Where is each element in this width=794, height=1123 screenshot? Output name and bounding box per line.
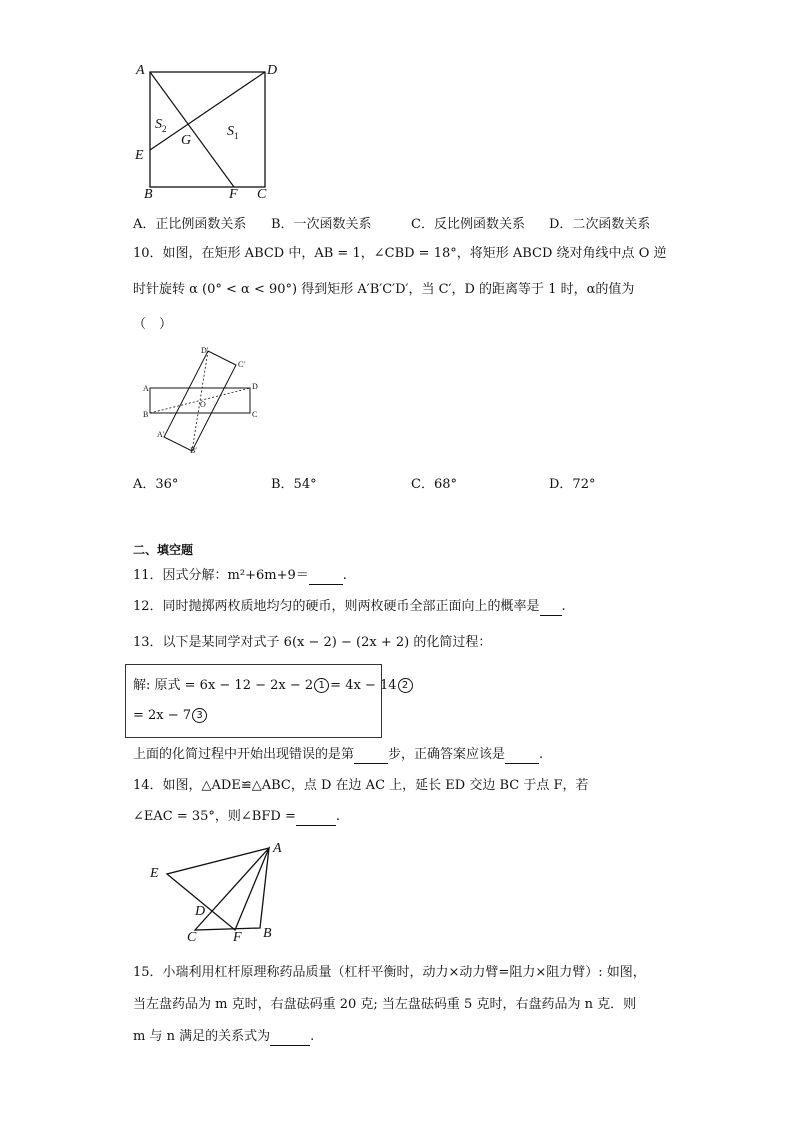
q10-label-A: A	[143, 384, 149, 393]
q10-label-D: D	[252, 382, 258, 391]
q10-line3: （ ）	[133, 317, 173, 332]
label-B: B	[144, 187, 153, 202]
q10-label-B: B	[143, 410, 149, 419]
label-D: D	[267, 63, 278, 78]
label-A: A	[136, 63, 145, 78]
q14-label-A: A	[273, 841, 282, 856]
q13-after: 上面的化简过程中开始出现错误的是第 步，正确答案应该是 .	[133, 747, 544, 762]
q10-line1: 10．如图，在矩形 ABCD 中，AB = 1，∠CBD = 18°，将矩形 ABCD 绕对角线中点 O 逆	[133, 246, 667, 261]
q10-option-d: D．72°	[549, 477, 596, 492]
q15-line3: m 与 n 满足的关系式为 .	[133, 1029, 315, 1044]
q10-line2: 时针旋转 α (0° < α < 90°) 得到矩形 A′B′C′D′，当 C′，D 的距离等于 1 时，α的值为	[133, 282, 635, 297]
solution-box	[125, 664, 382, 738]
label-S2: $S_2$	[155, 117, 167, 134]
label-S1: $S_1$	[227, 124, 239, 141]
q15-line2: 当左盘药品为 m 克时，右盘砝码重 20 克; 当左盘砝码重 5 克时，右盘药品为 n 克．则	[133, 997, 637, 1012]
q10-option-b: B．54°	[271, 477, 317, 492]
q14-label-F: F	[233, 930, 242, 945]
step-1-marker: 1	[314, 678, 329, 693]
step-3-marker: 3	[192, 708, 207, 723]
section-title: 二、填空题	[133, 543, 194, 557]
q14-line1: 14．如图，△ADE≌△ABC，点 D 在边 AC 上，延长 ED 交边 BC 于点 F，若	[133, 778, 589, 793]
q14-line2: ∠EAC = 35°，则∠BFD = .	[133, 809, 340, 824]
q10-label-C: C	[252, 410, 258, 419]
q14-label-E: E	[150, 866, 159, 881]
q14-label-C: C	[187, 930, 197, 945]
q10-label-Ap: A′	[157, 430, 165, 439]
label-E: E	[135, 148, 144, 163]
q10-label-Dp: D′	[201, 346, 209, 355]
q9-option-b: B．一次函数关系	[271, 217, 372, 232]
q10-option-c: C．68°	[411, 477, 457, 492]
q11: 11．因式分解：m²+6m+9＝ .	[133, 568, 347, 583]
q9-option-a: A．正比例函数关系	[133, 217, 247, 232]
q9-option-c: C．反比例函数关系	[411, 217, 525, 232]
q9-option-d: D．二次函数关系	[549, 217, 651, 232]
q15-line1: 15．小瑞利用杠杆原理称药品质量（杠杆平衡时，动力×动力臂=阻力×阻力臂）: 如图，	[133, 965, 646, 980]
q12: 12．同时抛掷两枚质地均匀的硬币，则两枚硬币全部正面向上的概率是 .	[133, 599, 566, 614]
step-2-marker: 2	[398, 678, 413, 693]
label-G: G	[181, 133, 192, 148]
q10-label-Bp: B′	[190, 446, 198, 455]
q10-label-Cp: C′	[238, 360, 246, 369]
q10-option-a: A．36°	[133, 477, 179, 492]
solution-line1: 解: 原式 = 6x − 12 − 2x − 2 1 = 4x − 14 2	[133, 677, 414, 695]
q14-label-B: B	[263, 926, 272, 941]
q13-intro: 13．以下是某同学对式子 6(x − 2) − (2x + 2) 的化简过程：	[133, 635, 492, 650]
label-C: C	[257, 187, 267, 202]
label-F: F	[229, 187, 238, 202]
q14-label-D: D	[195, 904, 206, 919]
q10-label-O: O	[200, 400, 206, 409]
solution-line2: = 2x − 7 3	[133, 707, 208, 725]
